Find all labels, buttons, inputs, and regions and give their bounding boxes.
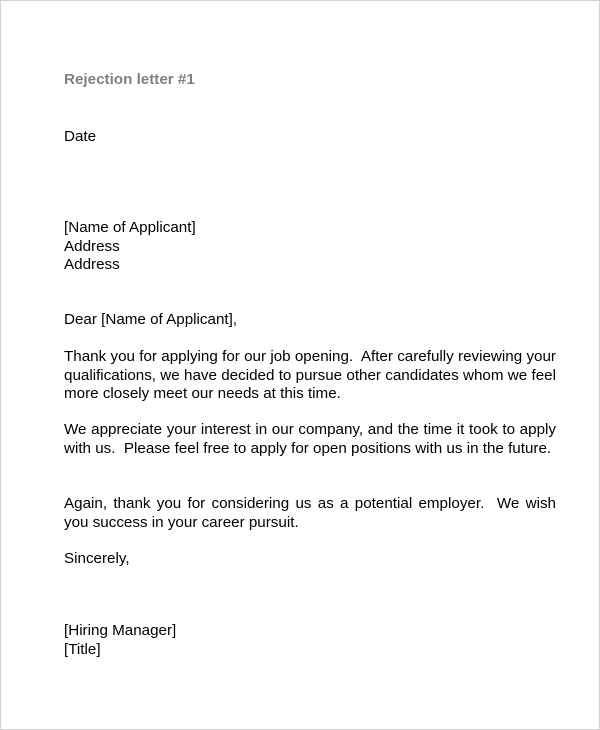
recipient-address-line2: Address <box>64 256 120 274</box>
signature-block <box>64 622 556 659</box>
paragraph-3: Again, thank you for considering us as a potential employer. We wish you success in your career pursuit. <box>64 495 561 531</box>
signature-title: [Title] <box>64 640 101 658</box>
signature-name: [Hiring Manager] <box>64 622 177 639</box>
recipient-name: [Name of Applicant] <box>64 219 196 236</box>
paragraph-2: We appreciate your interest in our company, and the time it took to apply with us. Please feel free to apply for open positions with us in the future. <box>64 421 561 457</box>
paragraph-1: Thank you for applying for our job opening. After carefully reviewing your qualifications, we have decided to pursue other candidates whom we feel more closely meet our needs at this time. <box>64 348 561 403</box>
salutation: Dear [Name of Applicant], <box>64 311 238 328</box>
letter-date: Date <box>64 128 97 145</box>
recipient-address-line1: Address <box>64 237 120 255</box>
closing: Sincerely, <box>64 550 130 567</box>
letter-heading: Rejection letter #1 <box>64 71 195 88</box>
recipient-block <box>64 219 556 275</box>
